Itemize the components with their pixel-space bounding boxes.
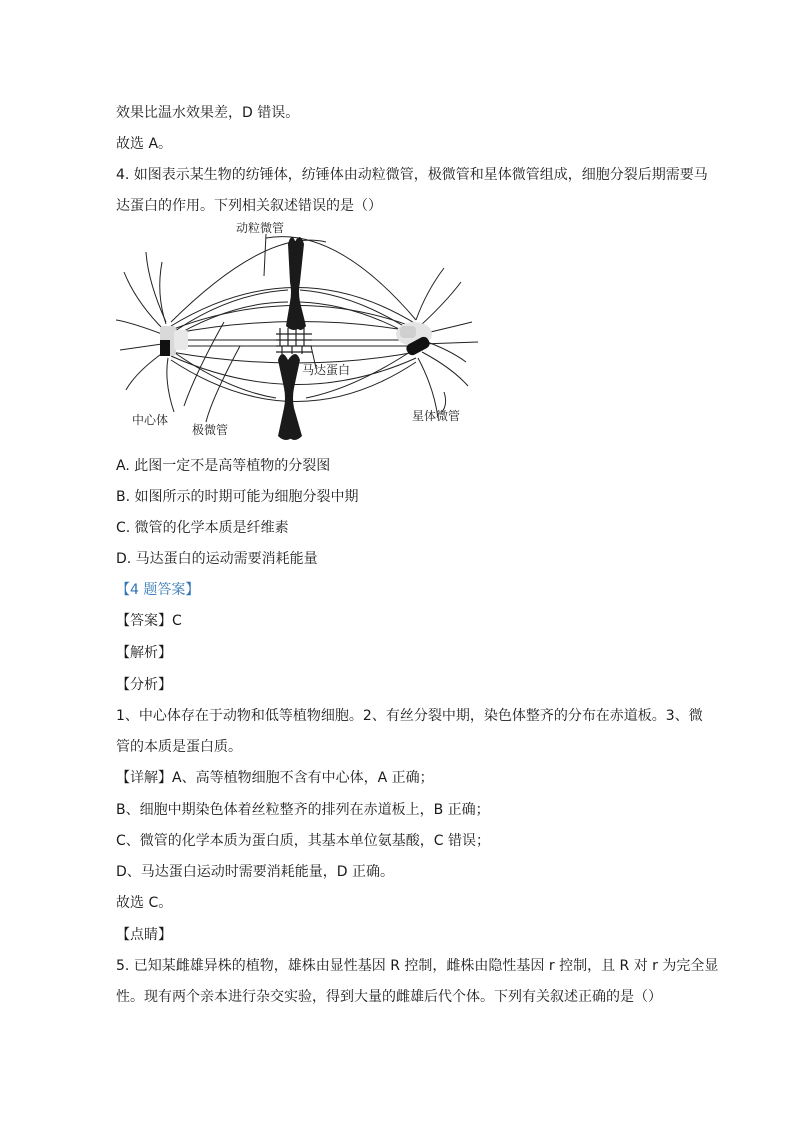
spindle-diagram [116,222,486,446]
option-b: B. 如图所示的时期可能为细胞分裂中期 [116,489,359,505]
question-5-stem: 5. 已知某雌雄异株的植物，雄株由显性基因 R 控制，雌株由隐性基因 r 控制，且 R 对 r 为完全显 [116,958,719,974]
detail-text: C、微管的化学本质为蛋白质，其基本单位氨基酸，C 错误； [116,833,490,849]
analysis-text: 管的本质是蛋白质。 [116,739,242,755]
option-c: C. 微管的化学本质是纤维素 [116,520,289,536]
option-d: D. 马达蛋白的运动需要消耗能量 [116,551,318,567]
comment-header: 【点睛】 [116,927,172,943]
label-centrosome: 中心体 [132,413,169,427]
detail-text: D、马达蛋白运动时需要消耗能量，D 正确。 [116,864,395,880]
detail-text: 【详解】A、高等植物细胞不含有中心体，A 正确； [116,770,434,786]
option-a: A. 此图一定不是高等植物的分裂图 [116,458,331,474]
analysis-header: 【分析】 [116,677,172,693]
label-kinetochore-microtubule: 动粒微管 [236,222,285,235]
question-4-stem: 4. 如图表示某生物的纺锤体，纺锤体由动粒微管，极微管和星体微管组成，细胞分裂后期需要马 [116,167,708,183]
detail-text: B、细胞中期染色体着丝粒整齐的排列在赤道板上，B 正确； [116,802,490,818]
text-line: 故选 A。 [116,136,173,152]
answer-line: 【答案】C [116,613,182,629]
explanation-header: 【解析】 [116,645,172,661]
answer-section-header: 【4 题答案】 [116,582,200,598]
text-line: 效果比温水效果差，D 错误。 [116,105,300,121]
analysis-text: 1、中心体存在于动物和低等植物细胞。2、有丝分裂中期，染色体整齐的分布在赤道板。3、微 [116,708,703,724]
detail-text: 故选 C。 [116,895,173,911]
question-4-stem: 达蛋白的作用。下列相关叙述错误的是（） [116,198,382,214]
label-motor-protein: 马达蛋白 [302,363,351,377]
question-5-stem: 性。现有两个亲本进行杂交实验，得到大量的雌雄后代个体。下列有关叙述正确的是（） [116,989,662,1005]
label-astral-microtubule: 星体微管 [412,409,461,423]
spindle-figure [116,222,486,446]
label-polar-microtubule: 极微管 [192,423,229,437]
